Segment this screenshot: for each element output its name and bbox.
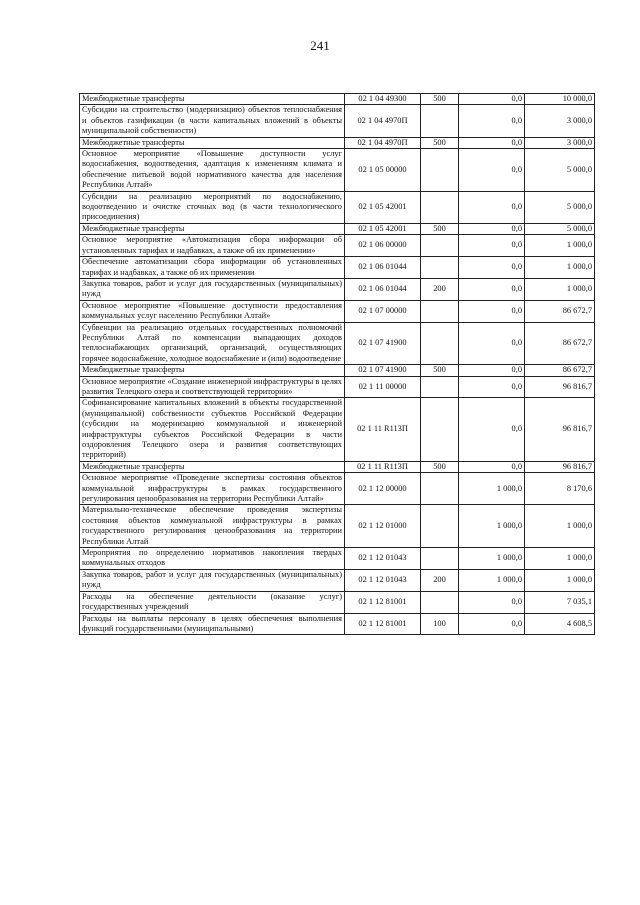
amount-col-1: 0,0 xyxy=(459,613,525,635)
amount-col-2: 1 000,0 xyxy=(525,548,595,570)
amount-col-2: 1 000,0 xyxy=(525,505,595,548)
table-row xyxy=(80,569,595,591)
expense-type xyxy=(421,235,459,257)
amount-col-1: 0,0 xyxy=(459,235,525,257)
amount-col-2: 96 816,7 xyxy=(525,461,595,472)
table-row xyxy=(80,461,595,472)
amount-col-1: 1 000,0 xyxy=(459,548,525,570)
expense-type: 100 xyxy=(421,613,459,635)
budget-code: 02 1 04 49300 xyxy=(345,94,421,105)
table-row xyxy=(80,235,595,257)
amount-col-2: 3 000,0 xyxy=(525,137,595,148)
row-name: Основное мероприятие «Повышение доступности услуг водоснабжения, водоотведения, адаптация к изменениям климата и обеспечение питьевой водой нормативного качества для населения Республики Алтай» xyxy=(80,149,345,192)
amount-col-1: 0,0 xyxy=(459,137,525,148)
amount-col-2: 5 000,0 xyxy=(525,223,595,234)
amount-col-1: 1 000,0 xyxy=(459,505,525,548)
row-name: Основное мероприятие «Автоматизация сбора информации об установленных тарифах и надбавках, а также об их применении» xyxy=(80,235,345,257)
amount-col-2: 8 170,6 xyxy=(525,473,595,505)
table-row xyxy=(80,591,595,613)
amount-col-1: 0,0 xyxy=(459,461,525,472)
expense-type: 200 xyxy=(421,569,459,591)
amount-col-1: 0,0 xyxy=(459,322,525,365)
budget-code: 02 1 05 42001 xyxy=(345,223,421,234)
amount-col-2: 5 000,0 xyxy=(525,149,595,192)
budget-code: 02 1 07 41900 xyxy=(345,365,421,376)
amount-col-2: 1 000,0 xyxy=(525,235,595,257)
row-name: Закупка товаров, работ и услуг для государственных (муниципальных) нужд xyxy=(80,569,345,591)
budget-code: 02 1 04 4970П xyxy=(345,105,421,137)
budget-code: 02 1 11 R113П xyxy=(345,398,421,461)
amount-col-1: 0,0 xyxy=(459,376,525,398)
expense-type xyxy=(421,473,459,505)
page-number: 241 xyxy=(310,38,330,53)
amount-col-1: 1 000,0 xyxy=(459,473,525,505)
table-row xyxy=(80,149,595,192)
row-name: Субсидии на реализацию мероприятий по водоснабжению, водоотведению и очистке сточных вод (в части технологического присоединения) xyxy=(80,191,345,223)
budget-code: 02 1 12 00000 xyxy=(345,473,421,505)
budget-code: 02 1 12 01043 xyxy=(345,569,421,591)
row-name: Материально-техническое обеспечение проведения экспертизы состояния объектов коммунальной инфраструктуры в рамках государственного регулирования ценообразования на территории Республики Алтай xyxy=(80,505,345,548)
expense-type xyxy=(421,300,459,322)
expense-type: 500 xyxy=(421,461,459,472)
table-row xyxy=(80,191,595,223)
table-row xyxy=(80,105,595,137)
amount-col-2: 1 000,0 xyxy=(525,257,595,279)
row-name: Закупка товаров, работ и услуг для государственных (муниципальных) нужд xyxy=(80,278,345,300)
amount-col-1: 0,0 xyxy=(459,257,525,279)
budget-code: 02 1 12 01043 xyxy=(345,548,421,570)
amount-col-2: 5 000,0 xyxy=(525,191,595,223)
row-name: Обеспечение автоматизации сбора информации об установленных тарифах и надбавках, а также об их применении xyxy=(80,257,345,279)
amount-col-2: 7 035,1 xyxy=(525,591,595,613)
table-row xyxy=(80,322,595,365)
budget-code: 02 1 06 01044 xyxy=(345,257,421,279)
amount-col-2: 10 000,0 xyxy=(525,94,595,105)
amount-col-2: 96 816,7 xyxy=(525,398,595,461)
row-name: Межбюджетные трансферты xyxy=(80,137,345,148)
expense-type xyxy=(421,548,459,570)
budget-code: 02 1 05 00000 xyxy=(345,149,421,192)
expense-type xyxy=(421,322,459,365)
expense-type xyxy=(421,505,459,548)
table-row xyxy=(80,300,595,322)
expense-type: 200 xyxy=(421,278,459,300)
amount-col-2: 1 000,0 xyxy=(525,569,595,591)
table-row xyxy=(80,257,595,279)
expense-type xyxy=(421,149,459,192)
amount-col-1: 0,0 xyxy=(459,591,525,613)
row-name: Софинансирование капитальных вложений в объекты государственной (муниципальной) собственности субъектов Российской Федерации (субсидии на модернизацию коммунальной и инженерной инфраструктуры субъектов Российской Федерации в части оздоровления Телецкого озера и развития соответствующих территорий) xyxy=(80,398,345,461)
budget-table xyxy=(79,93,595,635)
budget-code: 02 1 06 00000 xyxy=(345,235,421,257)
amount-col-2: 1 000,0 xyxy=(525,278,595,300)
amount-col-1: 0,0 xyxy=(459,300,525,322)
amount-col-1: 0,0 xyxy=(459,278,525,300)
budget-code: 02 1 06 01044 xyxy=(345,278,421,300)
row-name: Расходы на выплаты персоналу в целях обеспечения выполнения функций государственными (муниципальными) xyxy=(80,613,345,635)
row-name: Мероприятия по определению нормативов накопления твердых коммунальных отходов xyxy=(80,548,345,570)
budget-code: 02 1 04 4970П xyxy=(345,137,421,148)
amount-col-2: 86 672,7 xyxy=(525,322,595,365)
table-row xyxy=(80,398,595,461)
table-row xyxy=(80,278,595,300)
row-name: Основное мероприятие «Создание инженерной инфраструктуры в целях развития Телецкого озера и соответствующей территории» xyxy=(80,376,345,398)
budget-code: 02 1 12 81001 xyxy=(345,613,421,635)
budget-code: 02 1 07 41900 xyxy=(345,322,421,365)
amount-col-1: 0,0 xyxy=(459,365,525,376)
expense-type xyxy=(421,105,459,137)
table-row xyxy=(80,137,595,148)
amount-col-1: 0,0 xyxy=(459,94,525,105)
amount-col-2: 86 672,7 xyxy=(525,365,595,376)
expense-type xyxy=(421,591,459,613)
expense-type xyxy=(421,191,459,223)
table-row xyxy=(80,94,595,105)
row-name: Межбюджетные трансферты xyxy=(80,94,345,105)
row-name: Межбюджетные трансферты xyxy=(80,223,345,234)
expense-type xyxy=(421,257,459,279)
expense-type: 500 xyxy=(421,223,459,234)
budget-code: 02 1 11 00000 xyxy=(345,376,421,398)
table-row xyxy=(80,473,595,505)
table-row xyxy=(80,376,595,398)
table-row xyxy=(80,365,595,376)
amount-col-2: 86 672,7 xyxy=(525,300,595,322)
budget-code: 02 1 12 01000 xyxy=(345,505,421,548)
row-name: Межбюджетные трансферты xyxy=(80,365,345,376)
row-name: Субсидии на строительство (модернизацию) объектов теплоснабжения и объектов газификации (в части капитальных вложений в объекты муниципальной собственности) xyxy=(80,105,345,137)
table-row xyxy=(80,505,595,548)
budget-code: 02 1 05 42001 xyxy=(345,191,421,223)
row-name: Основное мероприятие «Проведение экспертизы состояния объектов коммунальной инфраструктуры в рамках государственного регулирования ценообразования на территории Республики Алтай» xyxy=(80,473,345,505)
amount-col-1: 0,0 xyxy=(459,105,525,137)
amount-col-2: 4 608,5 xyxy=(525,613,595,635)
amount-col-1: 0,0 xyxy=(459,223,525,234)
row-name: Межбюджетные трансферты xyxy=(80,461,345,472)
expense-type xyxy=(421,398,459,461)
row-name: Субвенции на реализацию отдельных государственных полномочий Республики Алтай по компенсации выпадающих доходов теплоснабжающих организаций, организаций, осуществляющих горячее водоснабжение, холодное водоснабжение и (или) водоотведение xyxy=(80,322,345,365)
expense-type: 500 xyxy=(421,94,459,105)
budget-code: 02 1 11 R113П xyxy=(345,461,421,472)
amount-col-2: 96 816,7 xyxy=(525,376,595,398)
amount-col-2: 3 000,0 xyxy=(525,105,595,137)
table-row xyxy=(80,548,595,570)
amount-col-1: 0,0 xyxy=(459,398,525,461)
expense-type: 500 xyxy=(421,137,459,148)
expense-type: 500 xyxy=(421,365,459,376)
amount-col-1: 0,0 xyxy=(459,191,525,223)
budget-code: 02 1 12 81001 xyxy=(345,591,421,613)
amount-col-1: 1 000,0 xyxy=(459,569,525,591)
row-name: Основное мероприятие «Повышение доступности предоставления коммунальных услуг населению Республики Алтай» xyxy=(80,300,345,322)
budget-code: 02 1 07 00000 xyxy=(345,300,421,322)
expense-type xyxy=(421,376,459,398)
table-row xyxy=(80,223,595,234)
table-row xyxy=(80,613,595,635)
amount-col-1: 0,0 xyxy=(459,149,525,192)
row-name: Расходы на обеспечение деятельности (оказание услуг) государственных учреждений xyxy=(80,591,345,613)
